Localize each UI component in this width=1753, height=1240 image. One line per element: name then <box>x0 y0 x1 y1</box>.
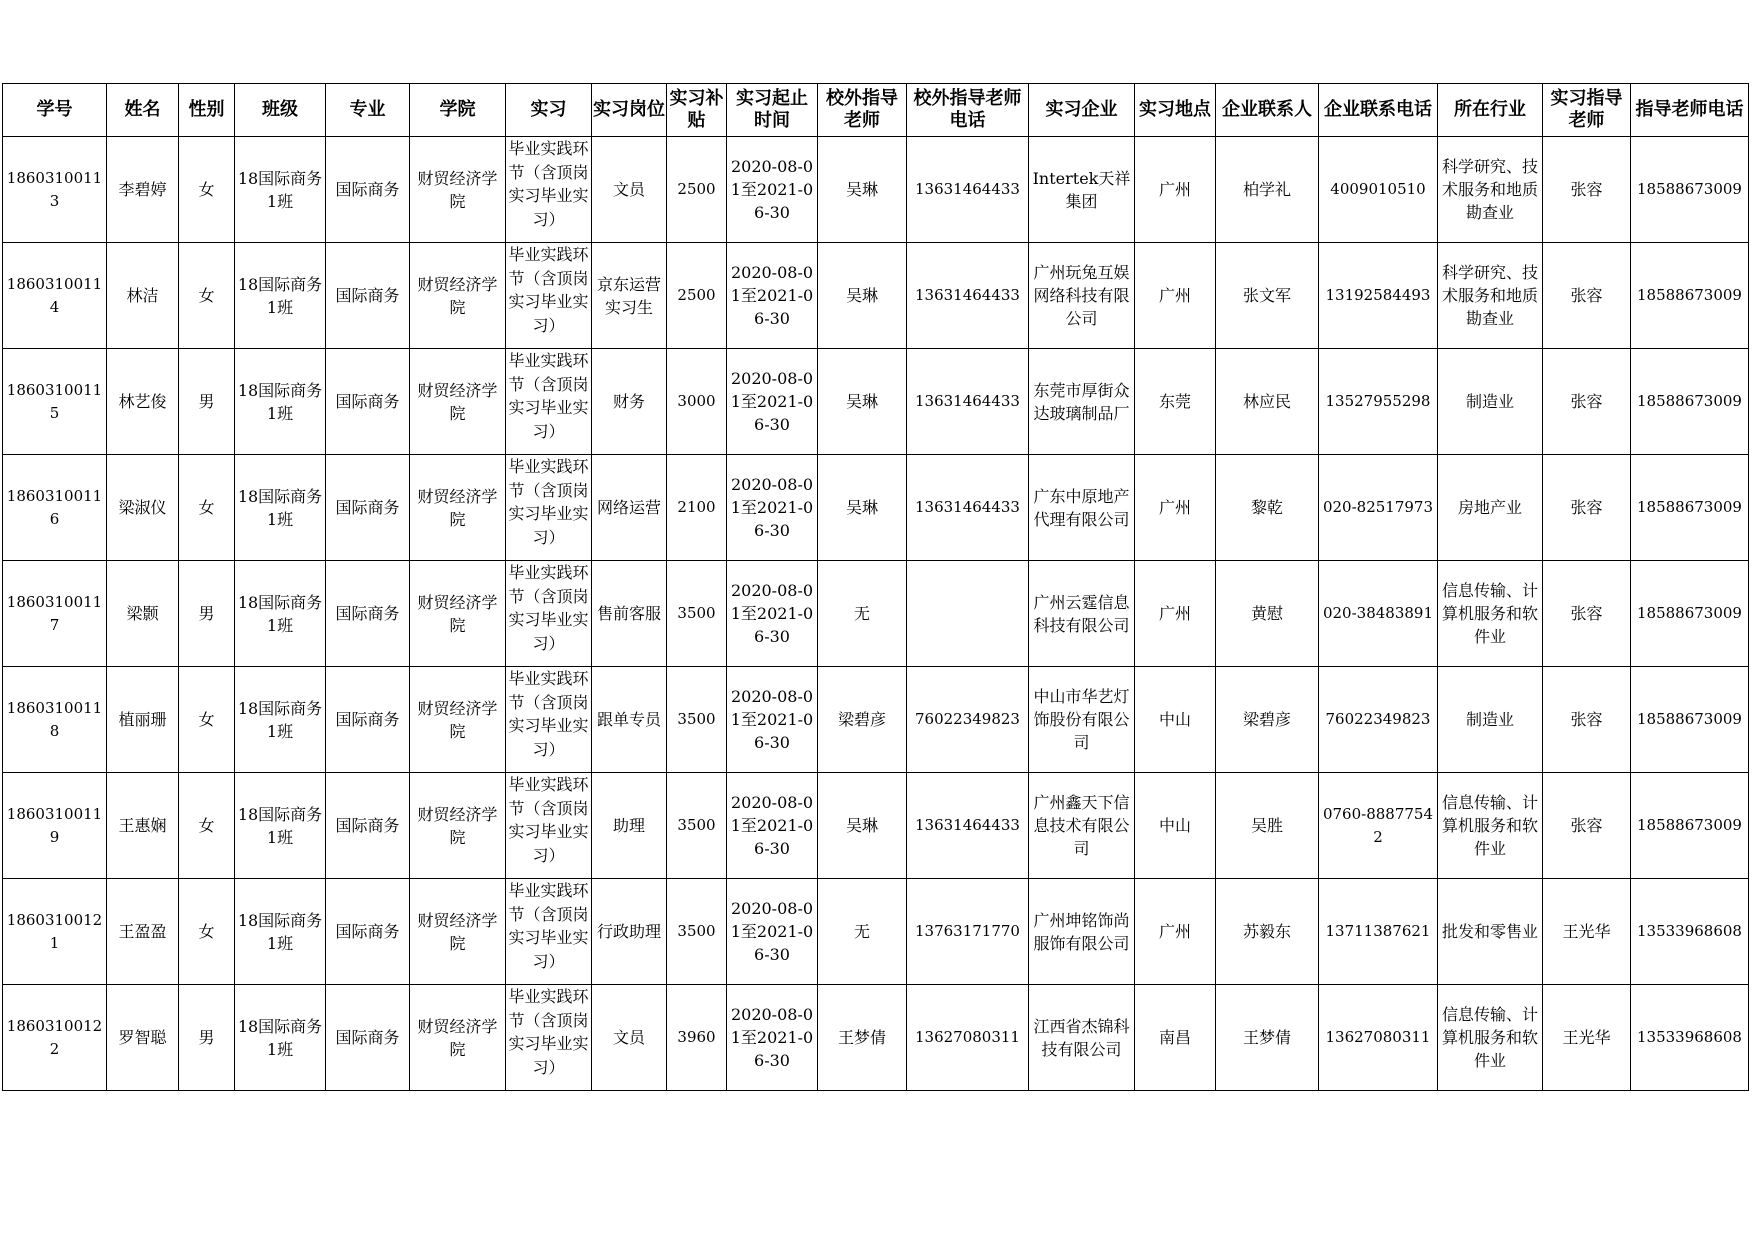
cell-internship-text: 毕业实践环节（含顶岗实习毕业实习） <box>508 245 589 335</box>
table-row <box>3 985 1749 1091</box>
cell-period: 2020-08-01至2021-06-30 <box>727 349 818 455</box>
cell-major: 国际商务 <box>326 985 410 1091</box>
cell-post: 售前客服 <box>592 561 667 667</box>
column-header: 企业联系人 <box>1216 84 1319 137</box>
cell-location: 广州 <box>1135 455 1216 561</box>
cell-college: 财贸经济学院 <box>410 985 506 1091</box>
cell-internship-text: 毕业实践环节（含顶岗实习毕业实习） <box>508 351 589 441</box>
cell-name: 林洁 <box>107 243 179 349</box>
cell-ext-phone: 13631464433 <box>907 349 1029 455</box>
cell-gender: 女 <box>179 137 235 243</box>
cell-teacher: 张容 <box>1543 667 1631 773</box>
cell-period: 2020-08-01至2021-06-30 <box>727 667 818 773</box>
cell-id: 18603100113 <box>3 137 107 243</box>
cell-ext-teacher: 吴琳 <box>818 455 907 561</box>
cell-ext-teacher: 吴琳 <box>818 243 907 349</box>
cell-college: 财贸经济学院 <box>410 243 506 349</box>
cell-contact-phone: 13711387621 <box>1319 879 1438 985</box>
column-header: 专业 <box>326 84 410 137</box>
internship-table <box>2 83 1749 1091</box>
table-row <box>3 137 1749 243</box>
table-row <box>3 561 1749 667</box>
cell-period: 2020-08-01至2021-06-30 <box>727 137 818 243</box>
cell-gender: 女 <box>179 455 235 561</box>
cell-post: 网络运营 <box>592 455 667 561</box>
cell-subsidy: 3500 <box>667 561 727 667</box>
cell-ext-phone <box>907 561 1029 667</box>
cell-name: 王盈盈 <box>107 879 179 985</box>
table-row <box>3 773 1749 879</box>
cell-teacher: 王光华 <box>1543 985 1631 1091</box>
cell-contact: 张文军 <box>1216 243 1319 349</box>
cell-post: 文员 <box>592 985 667 1091</box>
cell-contact-phone: 020-38483891 <box>1319 561 1438 667</box>
column-header: 校外指导老师电话 <box>907 84 1029 137</box>
cell-teacher-phone: 18588673009 <box>1631 243 1749 349</box>
cell-internship <box>506 455 592 561</box>
cell-major: 国际商务 <box>326 561 410 667</box>
cell-id: 18603100121 <box>3 879 107 985</box>
cell-internship-text: 毕业实践环节（含顶岗实习毕业实习） <box>508 669 589 759</box>
cell-internship <box>506 137 592 243</box>
cell-internship-text: 毕业实践环节（含顶岗实习毕业实习） <box>508 139 589 229</box>
cell-name: 植丽珊 <box>107 667 179 773</box>
cell-internship <box>506 879 592 985</box>
cell-major: 国际商务 <box>326 349 410 455</box>
cell-internship <box>506 667 592 773</box>
cell-subsidy: 2500 <box>667 243 727 349</box>
cell-gender: 男 <box>179 985 235 1091</box>
cell-class: 18国际商务1班 <box>235 879 326 985</box>
cell-company: 广州云霆信息科技有限公司 <box>1029 561 1135 667</box>
cell-college: 财贸经济学院 <box>410 667 506 773</box>
column-header: 指导老师电话 <box>1631 84 1749 137</box>
column-header: 学院 <box>410 84 506 137</box>
cell-id: 18603100117 <box>3 561 107 667</box>
cell-major: 国际商务 <box>326 667 410 773</box>
cell-gender: 女 <box>179 773 235 879</box>
cell-ext-teacher: 吴琳 <box>818 137 907 243</box>
cell-gender: 男 <box>179 561 235 667</box>
cell-college: 财贸经济学院 <box>410 137 506 243</box>
column-header: 实习补贴 <box>667 84 727 137</box>
cell-class: 18国际商务1班 <box>235 455 326 561</box>
column-header: 校外指导老师 <box>818 84 907 137</box>
cell-industry: 制造业 <box>1438 667 1543 773</box>
cell-internship <box>506 349 592 455</box>
cell-post: 文员 <box>592 137 667 243</box>
cell-internship-text: 毕业实践环节（含顶岗实习毕业实习） <box>508 775 589 865</box>
cell-post: 财务 <box>592 349 667 455</box>
cell-period: 2020-08-01至2021-06-30 <box>727 561 818 667</box>
column-header: 性别 <box>179 84 235 137</box>
cell-subsidy: 3500 <box>667 667 727 773</box>
cell-contact: 柏学礼 <box>1216 137 1319 243</box>
cell-ext-teacher: 梁碧彦 <box>818 667 907 773</box>
cell-teacher-phone: 18588673009 <box>1631 773 1749 879</box>
internship-sheet <box>2 83 1749 1091</box>
cell-class: 18国际商务1班 <box>235 773 326 879</box>
cell-teacher: 张容 <box>1543 773 1631 879</box>
cell-internship-text: 毕业实践环节（含顶岗实习毕业实习） <box>508 457 589 547</box>
cell-gender: 男 <box>179 349 235 455</box>
cell-contact-phone: 13627080311 <box>1319 985 1438 1091</box>
cell-post: 跟单专员 <box>592 667 667 773</box>
column-header: 所在行业 <box>1438 84 1543 137</box>
cell-ext-teacher: 无 <box>818 561 907 667</box>
column-header: 企业联系电话 <box>1319 84 1438 137</box>
cell-internship-text: 毕业实践环节（含顶岗实习毕业实习） <box>508 563 589 653</box>
cell-contact: 王梦倩 <box>1216 985 1319 1091</box>
cell-contact: 黎乾 <box>1216 455 1319 561</box>
table-row <box>3 243 1749 349</box>
cell-ext-teacher: 吴琳 <box>818 773 907 879</box>
cell-subsidy: 2500 <box>667 137 727 243</box>
column-header: 班级 <box>235 84 326 137</box>
cell-teacher-phone: 18588673009 <box>1631 137 1749 243</box>
column-header: 姓名 <box>107 84 179 137</box>
cell-subsidy: 3960 <box>667 985 727 1091</box>
cell-name: 李碧婷 <box>107 137 179 243</box>
cell-contact-phone: 020-82517973 <box>1319 455 1438 561</box>
cell-location: 中山 <box>1135 773 1216 879</box>
column-header: 实习地点 <box>1135 84 1216 137</box>
column-header: 实习指导老师 <box>1543 84 1631 137</box>
cell-id: 18603100114 <box>3 243 107 349</box>
cell-industry: 制造业 <box>1438 349 1543 455</box>
column-header: 学号 <box>3 84 107 137</box>
cell-teacher: 张容 <box>1543 243 1631 349</box>
cell-company: 东莞市厚街众达玻璃制品厂 <box>1029 349 1135 455</box>
cell-gender: 女 <box>179 879 235 985</box>
cell-class: 18国际商务1班 <box>235 985 326 1091</box>
table-row <box>3 879 1749 985</box>
cell-ext-phone: 13631464433 <box>907 773 1029 879</box>
cell-subsidy: 3500 <box>667 773 727 879</box>
cell-period: 2020-08-01至2021-06-30 <box>727 879 818 985</box>
cell-period: 2020-08-01至2021-06-30 <box>727 773 818 879</box>
cell-contact: 苏毅东 <box>1216 879 1319 985</box>
cell-location: 广州 <box>1135 561 1216 667</box>
cell-contact: 黄慰 <box>1216 561 1319 667</box>
cell-gender: 女 <box>179 243 235 349</box>
cell-college: 财贸经济学院 <box>410 455 506 561</box>
cell-teacher-phone: 13533968608 <box>1631 985 1749 1091</box>
column-header: 实习岗位 <box>592 84 667 137</box>
cell-teacher: 张容 <box>1543 455 1631 561</box>
cell-major: 国际商务 <box>326 879 410 985</box>
cell-post: 行政助理 <box>592 879 667 985</box>
cell-industry: 科学研究、技术服务和地质勘查业 <box>1438 243 1543 349</box>
cell-ext-phone: 13631464433 <box>907 243 1029 349</box>
cell-major: 国际商务 <box>326 773 410 879</box>
cell-location: 南昌 <box>1135 985 1216 1091</box>
cell-gender: 女 <box>179 667 235 773</box>
cell-teacher-phone: 13533968608 <box>1631 879 1749 985</box>
cell-name: 梁颢 <box>107 561 179 667</box>
cell-industry: 批发和零售业 <box>1438 879 1543 985</box>
column-header: 实习起止时间 <box>727 84 818 137</box>
cell-ext-teacher: 王梦倩 <box>818 985 907 1091</box>
cell-company: 广东中原地产代理有限公司 <box>1029 455 1135 561</box>
cell-location: 广州 <box>1135 879 1216 985</box>
cell-major: 国际商务 <box>326 455 410 561</box>
cell-period: 2020-08-01至2021-06-30 <box>727 985 818 1091</box>
cell-company: 广州玩兔互娱网络科技有限公司 <box>1029 243 1135 349</box>
cell-post: 助理 <box>592 773 667 879</box>
cell-name: 梁淑仪 <box>107 455 179 561</box>
cell-teacher: 张容 <box>1543 137 1631 243</box>
table-row <box>3 455 1749 561</box>
cell-contact-phone: 0760-88877542 <box>1319 773 1438 879</box>
cell-internship <box>506 561 592 667</box>
cell-contact-phone: 13192584493 <box>1319 243 1438 349</box>
cell-ext-phone: 13631464433 <box>907 455 1029 561</box>
cell-class: 18国际商务1班 <box>235 349 326 455</box>
cell-class: 18国际商务1班 <box>235 137 326 243</box>
cell-contact: 吴胜 <box>1216 773 1319 879</box>
cell-internship <box>506 985 592 1091</box>
cell-ext-phone: 13631464433 <box>907 137 1029 243</box>
cell-company: 中山市华艺灯饰股份有限公司 <box>1029 667 1135 773</box>
cell-teacher-phone: 18588673009 <box>1631 667 1749 773</box>
table-row <box>3 349 1749 455</box>
cell-subsidy: 3000 <box>667 349 727 455</box>
cell-id: 18603100115 <box>3 349 107 455</box>
cell-location: 东莞 <box>1135 349 1216 455</box>
cell-ext-phone: 13627080311 <box>907 985 1029 1091</box>
cell-industry: 信息传输、计算机服务和软件业 <box>1438 773 1543 879</box>
cell-company: 江西省杰锦科技有限公司 <box>1029 985 1135 1091</box>
cell-teacher-phone: 18588673009 <box>1631 561 1749 667</box>
cell-ext-phone: 76022349823 <box>907 667 1029 773</box>
table-body <box>3 137 1749 1091</box>
cell-internship <box>506 243 592 349</box>
cell-location: 广州 <box>1135 243 1216 349</box>
cell-location: 中山 <box>1135 667 1216 773</box>
cell-period: 2020-08-01至2021-06-30 <box>727 455 818 561</box>
cell-subsidy: 3500 <box>667 879 727 985</box>
cell-teacher-phone: 18588673009 <box>1631 455 1749 561</box>
cell-name: 王惠娴 <box>107 773 179 879</box>
cell-period: 2020-08-01至2021-06-30 <box>727 243 818 349</box>
cell-teacher: 张容 <box>1543 561 1631 667</box>
cell-teacher: 王光华 <box>1543 879 1631 985</box>
cell-id: 18603100122 <box>3 985 107 1091</box>
cell-name: 林艺俊 <box>107 349 179 455</box>
cell-contact: 梁碧彦 <box>1216 667 1319 773</box>
cell-name: 罗智聪 <box>107 985 179 1091</box>
cell-class: 18国际商务1班 <box>235 667 326 773</box>
cell-internship-text: 毕业实践环节（含顶岗实习毕业实习） <box>508 987 589 1077</box>
cell-contact-phone: 4009010510 <box>1319 137 1438 243</box>
cell-ext-phone: 13763171770 <box>907 879 1029 985</box>
cell-class: 18国际商务1班 <box>235 561 326 667</box>
cell-contact-phone: 13527955298 <box>1319 349 1438 455</box>
cell-contact-phone: 76022349823 <box>1319 667 1438 773</box>
cell-major: 国际商务 <box>326 243 410 349</box>
cell-major: 国际商务 <box>326 137 410 243</box>
cell-location: 广州 <box>1135 137 1216 243</box>
cell-id: 18603100118 <box>3 667 107 773</box>
cell-class: 18国际商务1班 <box>235 243 326 349</box>
cell-teacher-phone: 18588673009 <box>1631 349 1749 455</box>
cell-company: 广州坤铭饰尚服饰有限公司 <box>1029 879 1135 985</box>
cell-college: 财贸经济学院 <box>410 561 506 667</box>
cell-industry: 信息传输、计算机服务和软件业 <box>1438 985 1543 1091</box>
column-header: 实习 <box>506 84 592 137</box>
table-row <box>3 667 1749 773</box>
cell-company: 广州鑫天下信息技术有限公司 <box>1029 773 1135 879</box>
cell-internship <box>506 773 592 879</box>
cell-teacher: 张容 <box>1543 349 1631 455</box>
cell-id: 18603100116 <box>3 455 107 561</box>
cell-id: 18603100119 <box>3 773 107 879</box>
cell-contact: 林应民 <box>1216 349 1319 455</box>
cell-ext-teacher: 吴琳 <box>818 349 907 455</box>
cell-subsidy: 2100 <box>667 455 727 561</box>
cell-industry: 信息传输、计算机服务和软件业 <box>1438 561 1543 667</box>
cell-ext-teacher: 无 <box>818 879 907 985</box>
header-row <box>3 84 1749 137</box>
cell-post: 京东运营实习生 <box>592 243 667 349</box>
cell-industry: 科学研究、技术服务和地质勘查业 <box>1438 137 1543 243</box>
cell-company: Intertek天祥集团 <box>1029 137 1135 243</box>
cell-college: 财贸经济学院 <box>410 879 506 985</box>
column-header: 实习企业 <box>1029 84 1135 137</box>
cell-college: 财贸经济学院 <box>410 773 506 879</box>
cell-internship-text: 毕业实践环节（含顶岗实习毕业实习） <box>508 881 589 971</box>
cell-industry: 房地产业 <box>1438 455 1543 561</box>
cell-college: 财贸经济学院 <box>410 349 506 455</box>
